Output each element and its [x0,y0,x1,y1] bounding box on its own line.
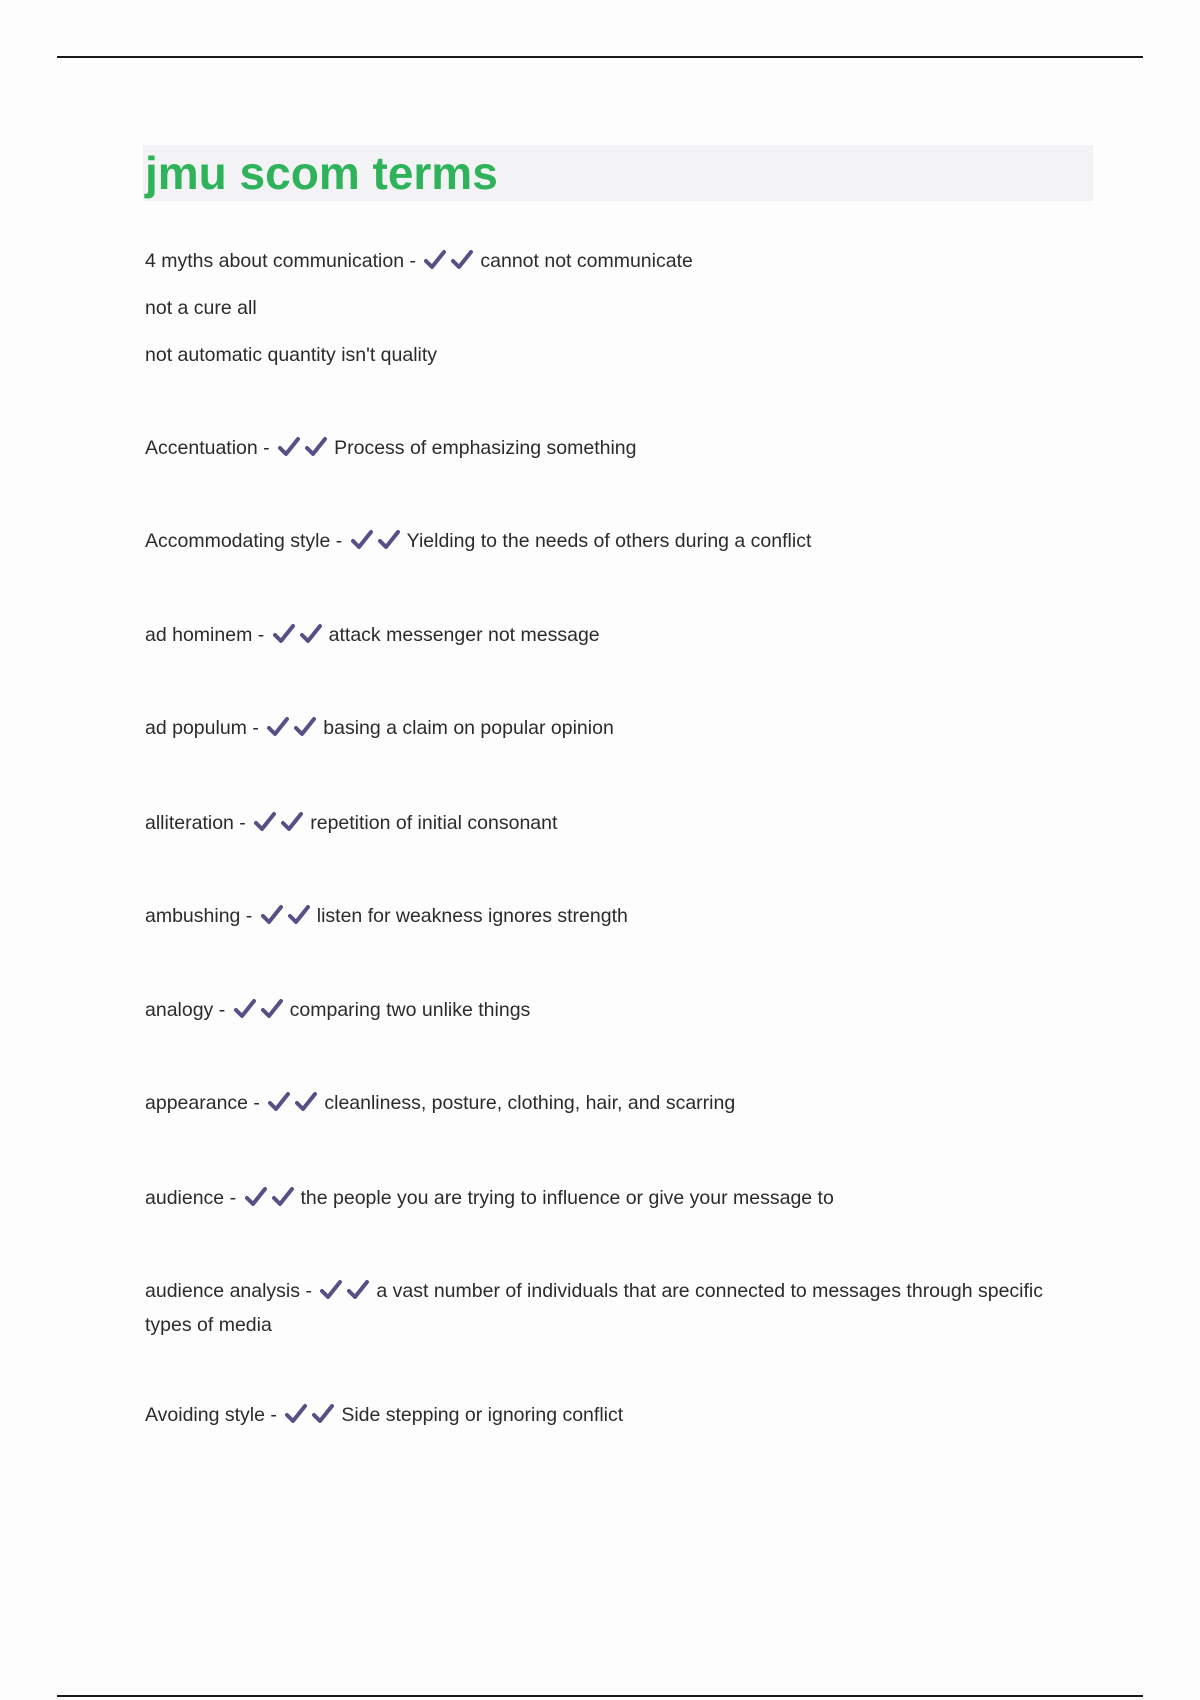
check-icon [261,904,283,926]
double-check-icon [351,529,405,560]
check-icon [347,1279,369,1301]
term-definition: Process of emphasizing something [334,437,637,459]
term-definition: Side stepping or ignoring conflict [341,1404,624,1426]
term-entry: ad populum - basing a claim on popular opinion [145,713,1085,747]
term-definition: listen for weakness ignores strength [316,905,628,927]
double-check-icon [273,623,327,654]
term-entry: ambushing - listen for weakness ignores strength [145,901,1085,935]
double-check-icon [267,716,321,747]
double-check-icon [320,1279,374,1310]
check-icon [320,1279,342,1301]
check-icon [300,623,322,645]
header-rule [57,56,1143,58]
check-icon [295,1091,317,1113]
term-entry: appearance - cleanliness, posture, clothing, hair, and scarring [145,1088,1085,1122]
term-label: alliteration [145,812,234,834]
footer-rule [57,1695,1143,1697]
check-icon [351,529,373,551]
term-entry: Accommodating style - Yielding to the needs of others during a conflict [145,526,1085,560]
check-icon [451,249,473,271]
check-icon [267,716,289,738]
term-definition: Yielding to the needs of others during a conflict [406,530,812,552]
definition-continuation [145,293,1085,323]
check-icon [305,436,327,458]
term-definition: repetition of initial consonant [310,812,558,834]
check-icon [245,1186,267,1208]
term-label: ad populum [145,717,247,739]
term-entry: Avoiding style - Side stepping or ignoring conflict [145,1400,1085,1434]
term-entry: alliteration - repetition of initial consonant [145,808,1085,842]
term-entry: Accentuation - Process of emphasizing something [145,433,1085,467]
term-label: ad hominem [145,624,253,646]
double-check-icon [234,998,288,1029]
term-definition: not a cure all [145,297,257,319]
check-icon [288,904,310,926]
term-label: Accommodating style [145,530,331,552]
term-label: Accentuation [145,437,258,459]
term-label: ambushing [145,905,241,927]
check-icon [294,716,316,738]
check-icon [285,1403,307,1425]
check-icon [261,998,283,1020]
check-icon [312,1403,334,1425]
double-check-icon [254,811,308,842]
term-label: audience analysis [145,1280,301,1302]
term-definition: basing a claim on popular opinion [323,717,614,739]
check-icon [234,998,256,1020]
term-definition: cannot not communicate [480,250,693,272]
document-title: jmu scom terms [145,147,498,199]
double-check-icon [278,436,332,467]
definition-continuation [145,340,1085,370]
term-definition: comparing two unlike things [289,999,531,1021]
check-icon [281,811,303,833]
term-definition: not automatic quantity isn't quality [145,344,438,366]
term-definition: the people you are trying to influence or give your message to [300,1187,834,1209]
term-entry: audience analysis - a vast number of individuals that are connected to messages through specific types of media [145,1280,1044,1336]
term-entry: 4 myths about communication - cannot not communicate [145,246,1085,280]
term-definition: cleanliness, posture, clothing, hair, and scarring [324,1092,736,1114]
term-label: 4 myths about communication [145,250,405,272]
check-icon [278,436,300,458]
term-label: analogy [145,999,214,1021]
double-check-icon [424,249,478,280]
term-label: audience [145,1187,225,1209]
term-label: appearance [145,1092,249,1114]
check-icon [254,811,276,833]
term-entry: analogy - comparing two unlike things [145,995,1085,1029]
term-label: Avoiding style [145,1404,265,1426]
check-icon [424,249,446,271]
term-entry: ad hominem - attack messenger not message [145,620,1085,654]
term-definition: attack messenger not message [328,624,600,646]
check-icon [272,1186,294,1208]
term-definition: a vast number of individuals that are connected to messages through specific types of media [145,1280,1044,1336]
check-icon [268,1091,290,1113]
double-check-icon [261,904,315,935]
double-check-icon [285,1403,339,1434]
check-icon [273,623,295,645]
double-check-icon [268,1091,322,1122]
term-entry: audience - the people you are trying to influence or give your message to [145,1183,1085,1217]
double-check-icon [245,1186,299,1217]
check-icon [378,529,400,551]
